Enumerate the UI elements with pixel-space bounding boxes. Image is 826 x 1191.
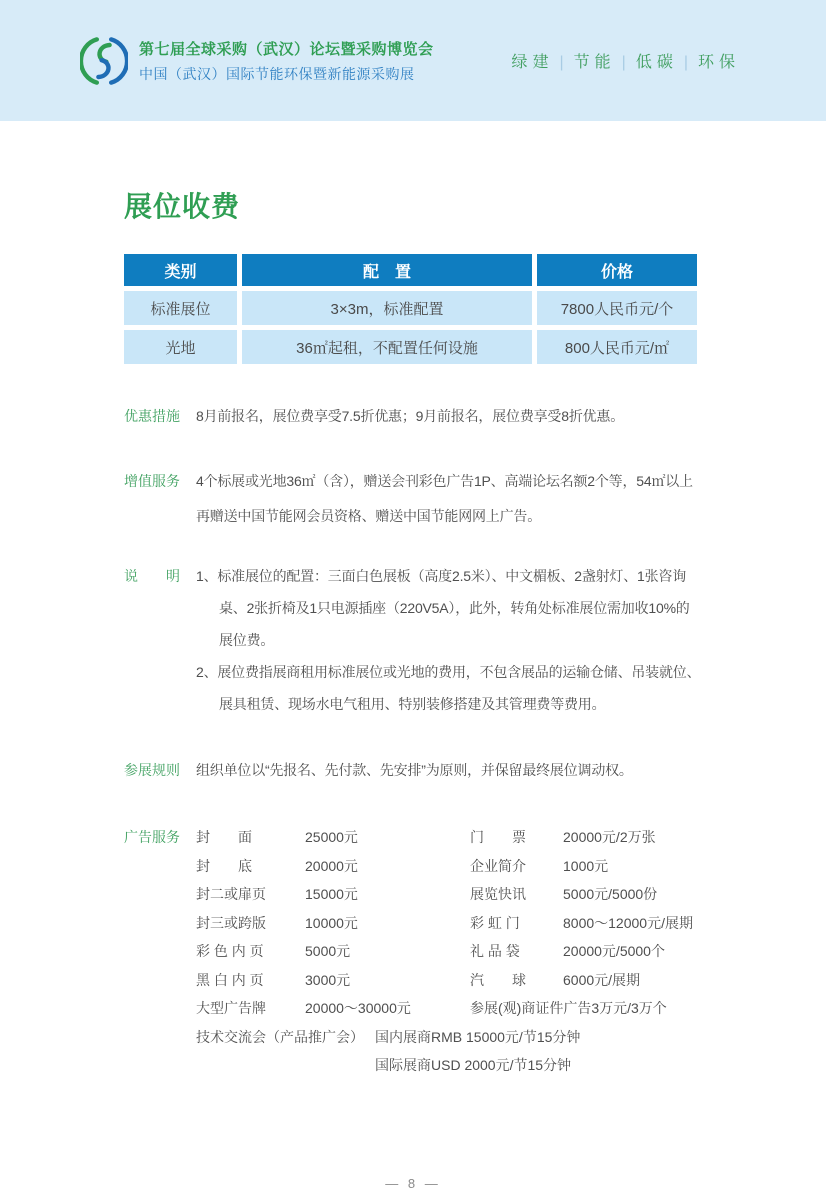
ad-item-name: 参展(观)商证件广告	[470, 1000, 592, 1016]
cell-price: 7800人民币元/个	[537, 291, 697, 325]
ad-item-price: 5000元/5000份	[563, 886, 658, 902]
section-text-promotions: 8月前报名，展位费享受7.5折优惠；9月前报名，展位费享受8折优惠。	[196, 408, 625, 424]
note-item-1: 1、标准展位的配置：三面白色展板（高度2.5米）、中文楣板、2盏射灯、1张咨询桌、2张折椅及1只电源插座（220V5A），此外，转角处标准展位需加收10%的展位费。	[196, 568, 690, 648]
tag-eco: 环保	[697, 54, 740, 71]
cell-category: 光地	[124, 330, 237, 364]
ad-item-name: 彩 色 内 页	[196, 943, 264, 959]
fee-table-header-category: 类别	[124, 254, 237, 286]
section-label-rules: 参展规则	[124, 762, 180, 778]
section-text-value-added: 4个标展或光地36㎡（含），赠送会刊彩色广告1P、高端论坛名额2个等，54㎡以上再赠送中国节能网会员资格、赠送中国节能网网上广告。	[196, 473, 693, 524]
ad-row	[196, 823, 702, 852]
ad-item-price: 10000元	[305, 914, 358, 931]
expo-title: 第七届全球采购（武汉）论坛暨采购博览会	[139, 40, 434, 58]
cell-category: 标准展位	[124, 291, 237, 325]
ad-row	[196, 994, 702, 1023]
tag-low-carbon: 低碳 |	[636, 49, 698, 72]
section-ad-services	[124, 823, 702, 1080]
header-tags	[511, 49, 740, 72]
ad-item-name: 门 票	[470, 829, 526, 845]
page-content	[0, 121, 826, 1191]
ad-item-price: 3000元	[305, 971, 351, 988]
ad-item-name: 汽 球	[470, 971, 526, 988]
ad-item-name: 封 面	[196, 829, 252, 845]
ad-row-tech-meeting	[196, 1023, 702, 1052]
ad-item-price: 1000元	[563, 857, 609, 874]
ad-item-name: 展览快讯	[470, 886, 526, 902]
fee-table-header-config: 配 置	[242, 254, 532, 286]
ad-item-price: 25000元	[305, 829, 358, 845]
ad-item-price: 15000元	[305, 886, 358, 902]
ad-item-price: 20000～30000元	[305, 1000, 411, 1016]
ad-item-price: 20000元/2万张	[563, 829, 656, 845]
note-item-2: 2、展位费指展商租用标准展位或光地的费用，不包含展品的运输仓储、吊装就位、展具租赁、现场水电气租用、特别装修搭建及其管理费等费用。	[196, 664, 701, 712]
ad-row	[196, 966, 702, 995]
ad-item-name: 礼 品 袋	[470, 943, 520, 959]
section-text-rules: 组织单位以“先报名、先付款、先安排”为原则，并保留最终展位调动权。	[196, 762, 633, 778]
section-label-value-added: 增值服务	[124, 473, 180, 489]
fee-table	[119, 249, 702, 369]
ad-row	[196, 880, 702, 909]
ad-item-price: 6000元/展期	[563, 971, 641, 988]
ad-row	[196, 937, 702, 966]
table-row	[124, 330, 697, 364]
ad-item-price: 3万元/3万个	[591, 1000, 667, 1016]
section-label-notes: 说 明	[124, 568, 180, 584]
section-promotions	[124, 399, 702, 434]
section-label-promotions: 优惠措施	[124, 408, 180, 424]
ad-item-name: 彩 虹 门	[470, 914, 520, 931]
brand-titles	[139, 38, 434, 84]
ad-item-name: 技术交流会（产品推广会）	[196, 1028, 364, 1045]
ad-item-name: 大型广告牌	[196, 1000, 266, 1016]
ad-item-price: 国际展商USD 2000元/节15分钟	[375, 1057, 572, 1073]
ad-item-name: 封二或扉页	[196, 886, 266, 902]
ad-item-name: 黑 白 内 页	[196, 971, 264, 988]
tag-energy-saving: 节能 |	[574, 49, 636, 72]
header-band	[0, 0, 826, 121]
ad-item-price: 8000～12000元/展期	[563, 914, 693, 931]
section-value-added	[124, 464, 702, 534]
tag-green-building: 绿建 |	[511, 49, 573, 72]
ad-item-name: 封三或跨版	[196, 914, 266, 931]
ad-row-tech-meeting	[196, 1051, 702, 1080]
fee-table-header-row	[124, 254, 697, 286]
ad-row	[196, 852, 702, 881]
section-notes	[124, 560, 702, 720]
cell-config: 36㎡起租，不配置任何设施	[242, 330, 532, 364]
ad-item-name: 企业简介	[470, 857, 526, 874]
ad-item-price: 20000元/5000个	[563, 943, 665, 959]
page-number: — 8 —	[385, 1175, 441, 1191]
expo-subtitle: 中国（武汉）国际节能环保暨新能源采购展	[139, 65, 415, 82]
section-notes-body	[196, 560, 702, 720]
ad-row	[196, 909, 702, 938]
brand-block	[80, 34, 434, 88]
ad-item-price: 5000元	[305, 943, 351, 959]
ad-item-price: 20000元	[305, 857, 358, 874]
expo-logo-icon	[80, 34, 128, 88]
fee-table-header-price: 价格	[537, 254, 697, 286]
section-label-ad-services: 广告服务	[124, 829, 180, 845]
section-rules	[124, 753, 702, 788]
cell-config: 3×3m，标准配置	[242, 291, 532, 325]
ad-item-price: 国内展商RMB 15000元/节15分钟	[375, 1028, 581, 1045]
ad-item-name	[196, 1051, 367, 1080]
page-title: 展位收费	[124, 191, 241, 222]
table-row	[124, 291, 697, 325]
ad-price-list	[196, 823, 702, 1080]
cell-price: 800人民币元/㎡	[537, 330, 697, 364]
ad-item-name: 封 底	[196, 857, 252, 874]
